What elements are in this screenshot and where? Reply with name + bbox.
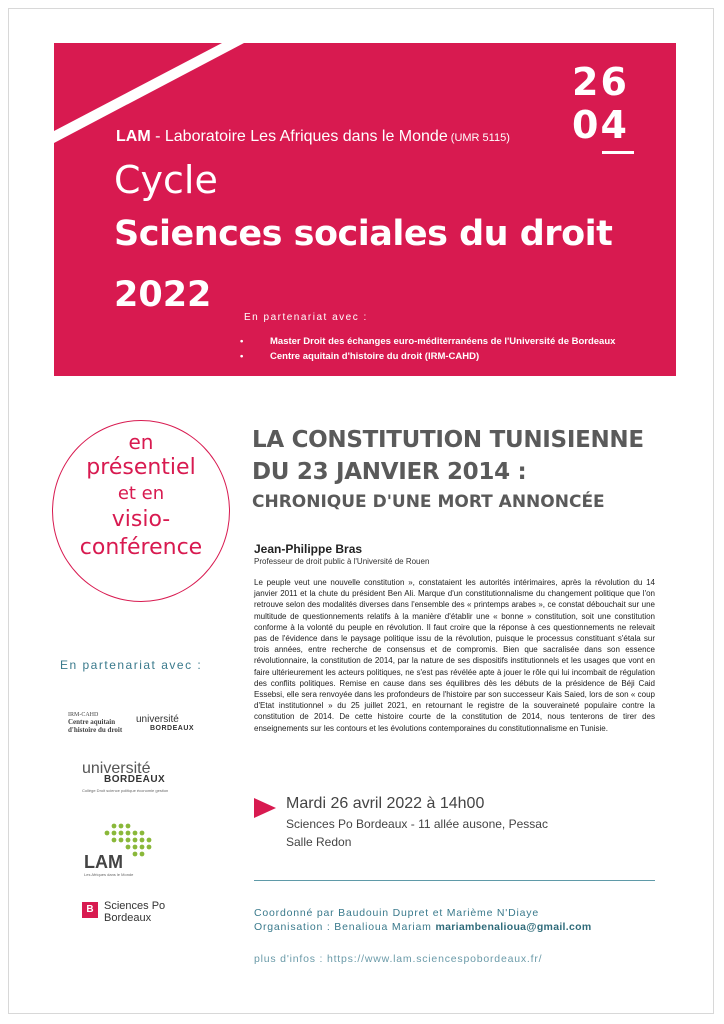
event-date-month: 04 (572, 103, 629, 147)
speaker-name: Jean-Philippe Bras (254, 542, 363, 556)
banner-partners-list (240, 336, 615, 366)
speaker-role: Professeur de droit public à l'Université de Rouen (254, 557, 430, 566)
format-line: visio- (111, 507, 171, 532)
irm-cahd-universite-logo (68, 712, 208, 742)
partner-name: Master Droit des échanges euro-méditerranéens de l'Université de Bordeaux (270, 336, 616, 347)
lab-fullname: - Laboratoire Les Afriques dans le Monde (150, 128, 448, 145)
universite-small-logo (136, 714, 194, 732)
college-subtitle: Collège Droit science politique économie gestion (82, 788, 169, 793)
cycle-year: 2022 (114, 275, 212, 315)
sciences-po-symbol-icon: B (82, 902, 98, 918)
lecture-abstract: Le peuple veut une nouvelle constitution », constataient les autorités intérimaires, après la révolution du 14 janvier 2011 et la chute du président Ben Ali. Marque d'un constitutionnalisme du changement politique que l'on retrouve selon des modalités diverses dans l'ensemble des « printemps arabes », ce constat débouchait sur une multitude de questionnements relatifs à la manière d'établir une « bonne » constitution, soit une constitution conforme à la volonté du peuple en révolution. Il faut croire que la réponse à ces questionnements ne relevait pas de l'évidence dans le paysage politique issu de la révolution, puisque le processus constituant s'étala sur trois années, entre recherche de consensus et de compromis. Bien que sacralisée dans son essence révolutionnaire, la constitution de 2014, par la nature de ses dispositifs institutionnels et les usages que vont en faire ultérieurement les acteurs politiques, ne s'est pas révélée apte à jouer le rôle qui lui incombait de régulation des conflits politiques. Remise en cause dans ses équilibres dès les débuts de la présidence de Béji Caid Essebsi, elle sera renvoyée dans les profondeurs de l'histoire par son successeur Kais Saied, lors de son « coup d'Etat institutionnel » du 25 juillet 2021, en retournant le registre de la souveraineté populaire contre la constitution de 2014. De cette histoire courte de la constitution de 2014, nous tenterons de tirer des enseignements sur les contours et les évolutions contemporaines du constitutionnalisme en Tunisie. (254, 578, 655, 733)
universite-bordeaux-logo (82, 760, 192, 796)
event-date-day: 26 (572, 60, 629, 104)
list-item (240, 351, 615, 362)
lecture-subtitle: CHRONIQUE D'UNE MORT ANNONCÉE (252, 492, 605, 512)
lam-logo (84, 822, 164, 878)
lam-logo-text: LAM (84, 852, 123, 872)
format-line: conférence (79, 535, 203, 560)
lab-umr: (UMR 5115) (447, 132, 510, 144)
list-item (240, 336, 615, 347)
partner-name: Centre aquitain d'histoire du droit (IRM-CAHD) (270, 351, 480, 362)
cycle-label: Cycle (114, 158, 218, 202)
irm-cahd-code: IRM-CAHD (68, 712, 99, 718)
divider (254, 880, 655, 881)
format-line: en (128, 430, 154, 454)
sciences-po-line: Sciences Po (104, 900, 166, 912)
lam-dots-icon (84, 822, 164, 878)
banner-partnership-label: En partenariat avec : (244, 312, 368, 323)
organisation-label: Organisation : Benalioua Mariam (254, 921, 436, 933)
organisation-text (254, 921, 591, 933)
bordeaux-word: BORDEAUX (150, 725, 195, 732)
irm-cahd-logo-text (68, 712, 122, 735)
lab-name (116, 128, 510, 146)
bordeaux-word: BORDEAUX (104, 774, 166, 785)
cycle-title: Sciences sociales du droit (114, 214, 613, 254)
format-line: présentiel (86, 455, 196, 480)
bullet: • (240, 351, 244, 362)
universite-word: université (82, 760, 151, 777)
sciences-po-line: Bordeaux (104, 912, 152, 924)
date-underline (602, 151, 634, 154)
play-arrow-icon (254, 798, 276, 820)
universite-word: université (136, 714, 179, 725)
irm-cahd-name: Centre aquitain (68, 718, 116, 726)
organisation-email-link[interactable]: mariambenalioua@gmail.com (435, 921, 592, 933)
sciences-po-name (104, 900, 165, 924)
coordination-text: Coordonné par Baudouin Dupret et Marième N'Diaye (254, 907, 539, 919)
partners-label: En partenariat avec : (60, 658, 203, 672)
lam-logo-subtitle: Les Afriques dans le Monde (84, 872, 134, 877)
event-date-time: Mardi 26 avril 2022 à 14h00 (286, 795, 485, 812)
event-place: Sciences Po Bordeaux - 11 allée ausone, Pessac (286, 817, 548, 831)
event-room: Salle Redon (286, 835, 352, 849)
lab-acronym: LAM (116, 128, 151, 145)
format-badge-text (52, 430, 230, 562)
irm-cahd-name: d'histoire du droit (68, 726, 123, 734)
more-info-link[interactable]: plus d'infos : https://www.lam.sciencespobordeaux.fr/ (254, 953, 543, 965)
lecture-title-line: LA CONSTITUTION TUNISIENNE (252, 427, 644, 453)
sciences-po-bordeaux-logo (82, 900, 192, 928)
bullet: • (240, 336, 244, 347)
format-line: et en (117, 483, 165, 504)
lecture-title-line: DU 23 JANVIER 2014 : (252, 459, 527, 485)
lecture-title (252, 424, 644, 514)
